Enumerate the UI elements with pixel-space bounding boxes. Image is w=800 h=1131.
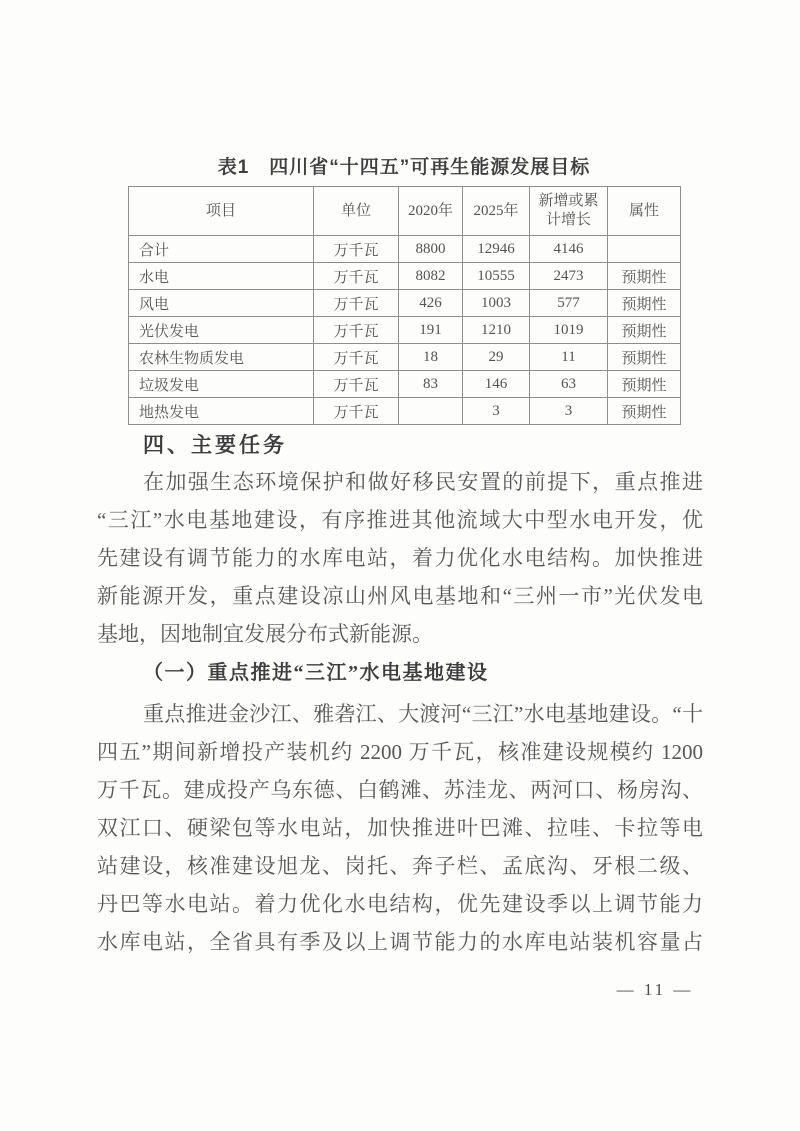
table-cell: 垃圾发电: [129, 371, 314, 398]
column-header-2020: 2020年: [399, 187, 463, 236]
table-cell: 预期性: [608, 398, 681, 425]
table-cell: 风电: [129, 290, 314, 317]
table-cell: 预期性: [608, 344, 681, 371]
text-line: 新能源开发，重点建设凉山州风电基地和“三州一市”光伏发电: [97, 584, 703, 608]
table-cell: 预期性: [608, 290, 681, 317]
table-cell: 63: [530, 371, 608, 398]
table-row: [129, 317, 681, 344]
table-title: 表1 四川省“十四五”可再生能源发展目标: [217, 157, 591, 178]
text-line: 双江口、硬梁包等水电站，加快推进叶巴滩、拉哇、卡拉等电: [97, 816, 703, 840]
text-line: “三江”水电基地建设，有序推进其他流域大中型水电开发，优: [97, 508, 703, 532]
table-cell: 12946: [463, 236, 530, 263]
table-cell: 3: [463, 398, 530, 425]
table-cell: 11: [530, 344, 608, 371]
table-row: [129, 290, 681, 317]
table-cell: 万千瓦: [314, 344, 399, 371]
table-row: [129, 398, 681, 425]
text-line: 先建设有调节能力的水库电站，着力优化水电结构。加快推进: [97, 546, 703, 570]
table-cell: 万千瓦: [314, 263, 399, 290]
column-header-unit: 单位: [314, 187, 399, 236]
table-cell: [608, 236, 681, 263]
table-cell: 光伏发电: [129, 317, 314, 344]
text-line: 水库电站，全省具有季及以上调节能力的水库电站装机容量占: [97, 930, 703, 954]
text-line: 基地，因地制宜发展分布式新能源。: [97, 622, 433, 646]
subsection-heading: （一）重点推进“三江”水电基地建设: [143, 662, 489, 684]
text-line: 站建设，核准建设旭龙、岗托、奔子栏、孟底沟、牙根二级、: [97, 854, 703, 878]
column-header-2025: 2025年: [463, 187, 530, 236]
table-cell: [399, 398, 463, 425]
table-cell: 4146: [530, 236, 608, 263]
table-cell: 预期性: [608, 371, 681, 398]
table-cell: 18: [399, 344, 463, 371]
table-cell: 万千瓦: [314, 236, 399, 263]
table-cell: 83: [399, 371, 463, 398]
table-cell: 8800: [399, 236, 463, 263]
paragraph-1: [97, 463, 703, 653]
section-heading: 四、主要任务: [143, 434, 287, 457]
table-cell: 预期性: [608, 317, 681, 344]
table-cell: 1019: [530, 317, 608, 344]
table-cell: 万千瓦: [314, 398, 399, 425]
table-cell: 万千瓦: [314, 317, 399, 344]
column-header-attribute: 属性: [608, 187, 681, 236]
table-cell: 10555: [463, 263, 530, 290]
text-line: 在加强生态环境保护和做好移民安置的前提下，重点推进: [143, 470, 703, 494]
table-row: [129, 371, 681, 398]
table-cell: 191: [399, 317, 463, 344]
column-header-item: 项目: [129, 187, 314, 236]
table-cell: 地热发电: [129, 398, 314, 425]
text-line: 丹巴等水电站。着力优化水电结构，优先建设季以上调节能力: [97, 892, 703, 916]
table-row: [129, 344, 681, 371]
table-cell: 3: [530, 398, 608, 425]
table-cell: 29: [463, 344, 530, 371]
column-header-growth: 新增或累计增长: [530, 187, 608, 236]
table-cell: 1003: [463, 290, 530, 317]
table-cell: 146: [463, 371, 530, 398]
table-row: [129, 236, 681, 263]
table-cell: 万千瓦: [314, 290, 399, 317]
table-row: [129, 263, 681, 290]
paragraph-2: [97, 695, 703, 961]
renewable-energy-targets-table: [128, 186, 681, 425]
text-line: 四五”期间新增投产装机约 2200 万千瓦，核准建设规模约 1200: [97, 740, 703, 764]
page-number: — 11 —: [616, 980, 694, 999]
table-cell: 水电: [129, 263, 314, 290]
text-line: 万千瓦。建成投产乌东德、白鹤滩、苏洼龙、两河口、杨房沟、: [97, 778, 703, 802]
table-cell: 1210: [463, 317, 530, 344]
text-line: 重点推进金沙江、雅砻江、大渡河“三江”水电基地建设。“十: [143, 702, 703, 726]
table-cell: 合计: [129, 236, 314, 263]
table-cell: 预期性: [608, 263, 681, 290]
table-cell: 农林生物质发电: [129, 344, 314, 371]
table-cell: 577: [530, 290, 608, 317]
table-cell: 8082: [399, 263, 463, 290]
table-cell: 2473: [530, 263, 608, 290]
table-header-row: [129, 187, 681, 236]
table-cell: 万千瓦: [314, 371, 399, 398]
table-cell: 426: [399, 290, 463, 317]
